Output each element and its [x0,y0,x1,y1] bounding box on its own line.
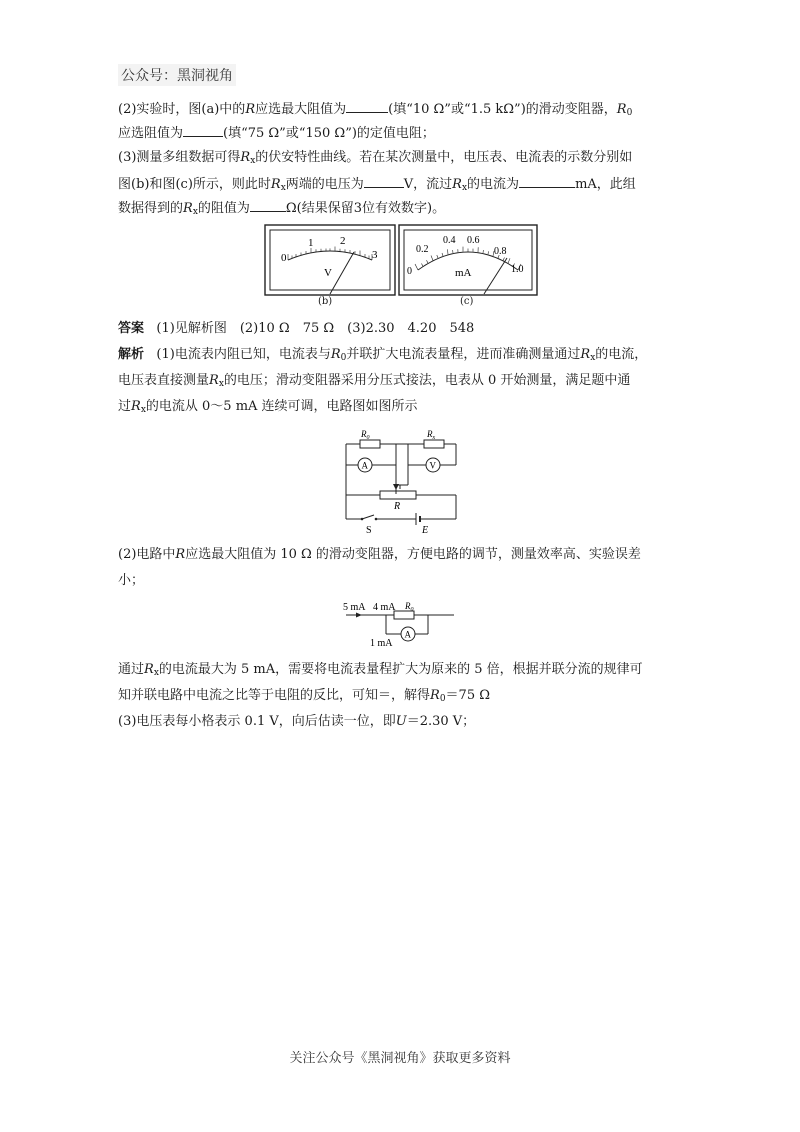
tick-label: 0.8 [494,246,507,257]
tick-label: 0.4 [443,235,456,246]
figure-caption-b: (b) [318,296,333,307]
answer-blank [183,122,223,137]
tick-label: 3 [372,249,378,261]
answer-blank [250,197,286,212]
unit-label: V [324,267,332,279]
analysis3-line-3: (3)电压表每小格表示 0.1 V，向后估读一位，即U＝2.30 V； [118,714,476,729]
ammeter-letter: A [404,629,411,640]
analysis-line-3: 过$R_x$的电流从 0～5 mA 连续可调，电路图如图所示 [118,399,418,415]
figure-caption-c: (c) [460,296,474,307]
answer-label: 答案 [118,321,145,336]
label-meter-current: 1 mA [370,638,393,649]
slider-arrow [393,484,399,490]
label-s: S [366,525,372,536]
circuit-diagram [336,427,468,537]
question-3-line-3: 数据得到的$R_x$的阻值为 Ω(结果保留3位有效数字)。 [118,197,445,222]
voltmeter-letter: V [429,460,436,471]
label-branch-current: 4 mA [373,602,396,613]
analysis2-line-2: 小； [118,573,145,588]
question-2-line-2: 应选阻值为 (填“75 Ω”或“150 Ω”)的定值电阻； [118,122,435,144]
question-3-line-1: (3)测量多组数据可得$R_x$的伏安特性曲线。若在某次测量中，电压表、电流表的示数分别如 [118,150,633,166]
analysis-line-2: 电压表直接测量$R_x$的电压；滑动变阻器采用分压式接法，电表从 0 开始测量，满足题中通 [118,373,631,389]
tick-label: 0 [281,252,287,264]
analysis3-line-1: 通过$R_x$的电流最大为 5 mA，需要将电流表量程扩大为原来的 5 倍，根据并联分流的规律可 [118,662,643,678]
label-r0: $R_0$ [405,601,414,613]
analysis2-line-1: (2)电路中R应选最大阻值为 10 Ω 的滑动变阻器，方便电路的调节，测量效率高、实验误差 [118,547,641,562]
question-3-line-2: 图(b)和图(c)所示，则此时$R_x$两端的电压为 V，流过$R_x$的电流为 mA，此组 [118,173,636,198]
ammeter-letter: A [361,460,368,471]
unit-label: mA [455,267,472,279]
question-2-line-1: (2)实验时，图(a)中的R应选最大阻值为 (填“10 Ω”或“1.5 kΩ”)的滑动变阻器，$R_0$ [118,98,632,123]
label-e: E [422,525,429,536]
label-r: R [394,501,401,512]
label-r0: $R_0$ [361,429,370,441]
answer-blank [364,173,404,188]
tick-label: 0 [407,266,412,277]
tick-label: 0.6 [467,235,480,246]
answer-blank [519,173,575,188]
answer-blank [346,98,388,113]
switch-s [362,515,374,519]
answer-line: 答案 (1)见解析图 (2)10 Ω 75 Ω (3)2.30 4.20 548 [118,321,475,336]
label-total-current: 5 mA [343,602,366,613]
tick-label: 1.0 [511,264,524,275]
voltmeter-dial-b [264,224,396,298]
watermark-text: 公众号：黑洞视角 [118,64,236,86]
tick-label: 1 [308,237,314,249]
current-arrow [356,613,362,618]
analysis-label: 解析 [118,347,145,362]
tick-label: 0.2 [416,244,429,255]
tick-label: 2 [340,235,346,247]
label-rx: $R_x$ [427,429,436,441]
rheostat-r [380,491,416,499]
resistor-rx [424,440,444,448]
analysis-line-1: 解析 (1)电流表内阻已知，电流表与$R_0$并联扩大电流表量程，进而准确测量通过$R_x$的电流， [118,347,648,363]
footer-promo: 关注公众号《黑洞视角》获取更多资料 [289,1051,511,1066]
parallel-current-diagram [340,597,460,651]
resistor-r0 [360,440,380,448]
ammeter-dial-c [398,224,538,298]
analysis3-line-2: 知并联电路中电流之比等于电阻的反比，可知＝，解得$R_0=75$ Ω [118,688,490,704]
